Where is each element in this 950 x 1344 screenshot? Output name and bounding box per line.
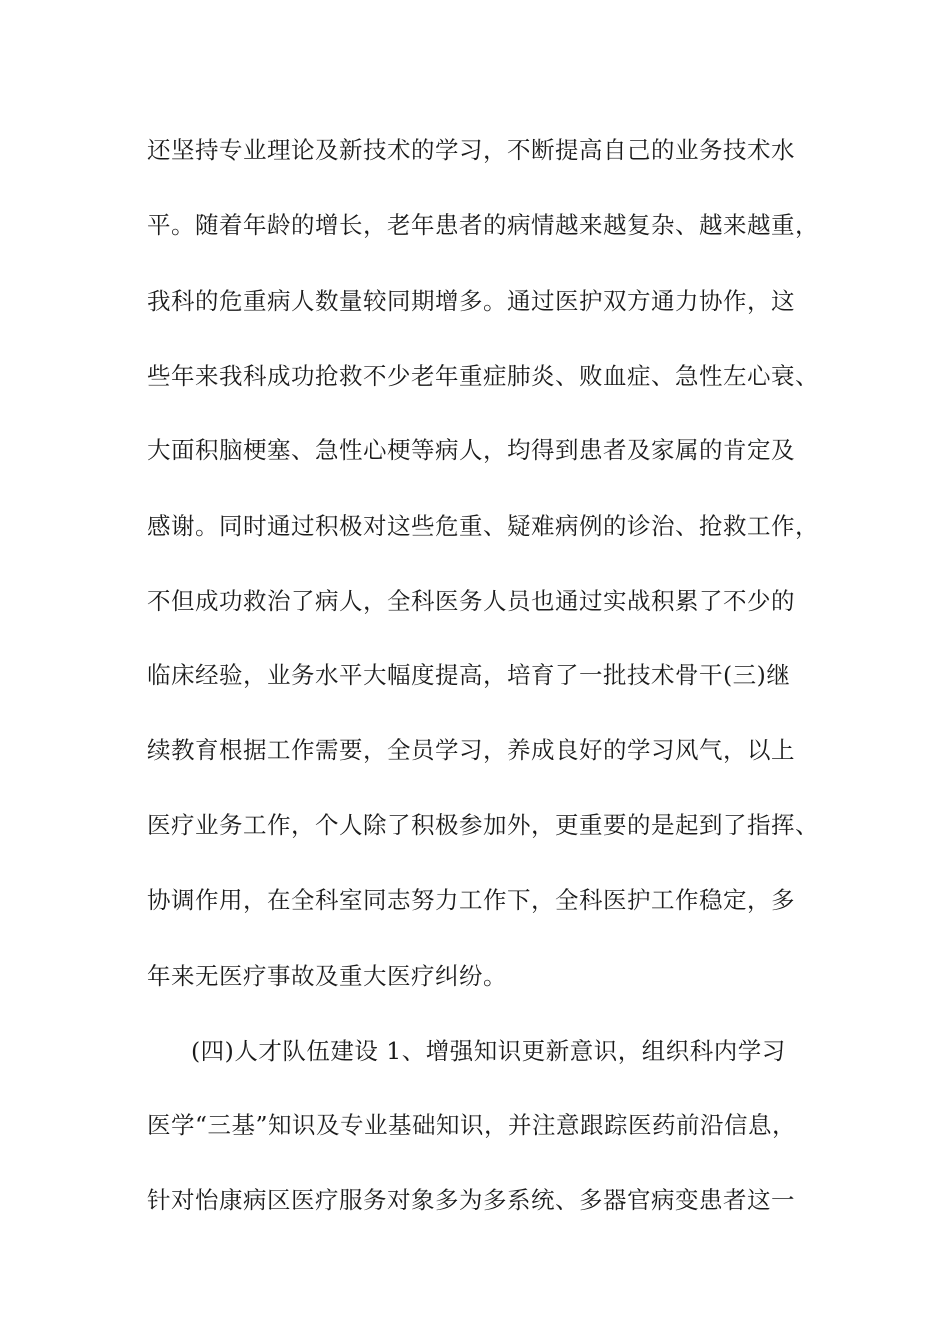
- text-line: 医疗业务工作，个人除了积极参加外，更重要的是起到了指挥、: [147, 811, 819, 839]
- paragraph-first-line: (四)人才队伍建设 1、增强知识更新意识，组织科内学习: [191, 1037, 786, 1065]
- text-line: 协调作用，在全科室同志努力工作下，全科医护工作稳定，多: [147, 886, 795, 914]
- text-line: 医学“三基”知识及专业基础知识，并注意跟踪医药前沿信息，: [147, 1111, 797, 1139]
- text-line: 我科的危重病人数量较同期增多。通过医护双方通力协作，这: [147, 287, 795, 315]
- text-line: 平。随着年龄的增长，老年患者的病情越来越复杂、越来越重，: [147, 211, 819, 239]
- text-line: 年来无医疗事故及重大医疗纠纷。: [147, 962, 507, 990]
- text-line: 续教育根据工作需要，全员学习，养成良好的学习风气，以上: [147, 736, 795, 764]
- text-line: 临床经验，业务水平大幅度提高，培育了一批技术骨干(三)继: [147, 661, 791, 689]
- text-line: 些年来我科成功抢救不少老年重症肺炎、败血症、急性左心衰、: [147, 362, 819, 390]
- text-line: 大面积脑梗塞、急性心梗等病人，均得到患者及家属的肯定及: [147, 436, 795, 464]
- text-line: 针对怡康病区医疗服务对象多为多系统、多器官病变患者这一: [147, 1186, 795, 1214]
- text-line: 还坚持专业理论及新技术的学习，不断提高自己的业务技术水: [147, 136, 795, 164]
- text-line: 不但成功救治了病人，全科医务人员也通过实战积累了不少的: [147, 587, 795, 615]
- text-line: 感谢。同时通过积极对这些危重、疑难病例的诊治、抢救工作，: [147, 512, 819, 540]
